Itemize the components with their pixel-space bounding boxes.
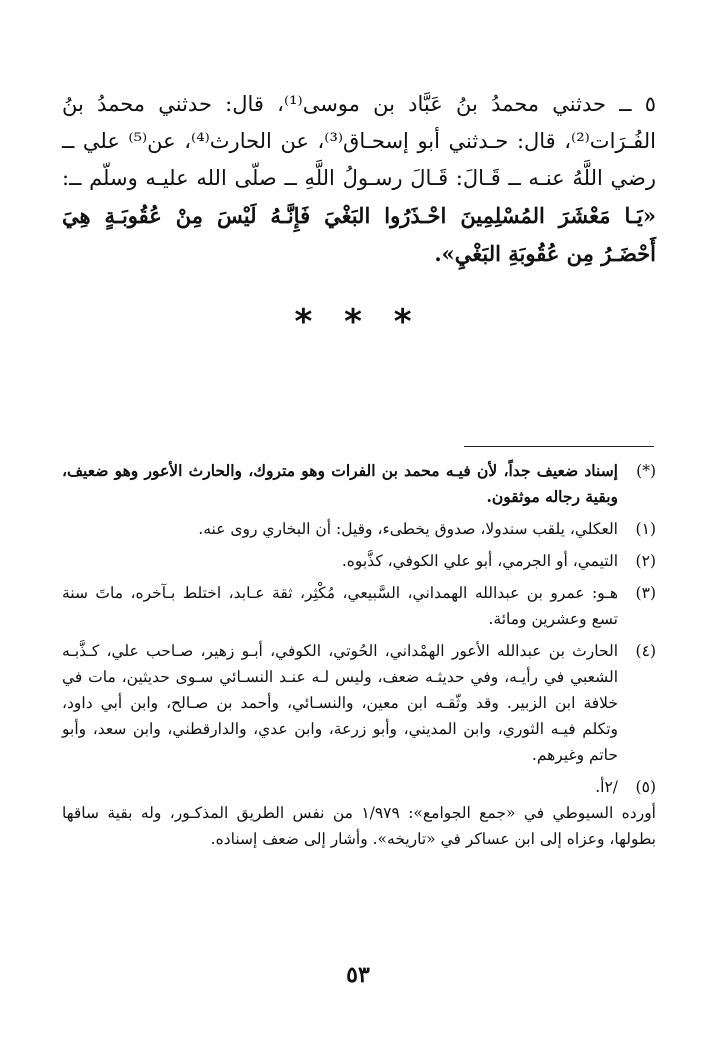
footnote-continuation [62, 800, 656, 852]
footnote-number: (٢) [635, 552, 656, 570]
footnote-text: هـو: عمرو بن عبدالله الهمداني، السَّبيعي، مُكْثِر، ثقة عـابد، اختلط بـآخره، ماتَ سنة تسع وعشرين ومائة. [62, 584, 618, 628]
footnotes [62, 458, 656, 858]
footnote [62, 458, 656, 510]
footnote-text [62, 774, 618, 800]
hadith-matn: «يَـا مَعْشَرَ المُسْلِمِينَ احْـذَرُوا البَغْيَ فَإِنَّـهُ لَيْسَ مِنْ عُقُوبَـةٍ هِيَ أَحْضَـرُ مِن عُقُوبَةِ البَغْيِ». [62, 203, 656, 266]
footnote-number: (١) [635, 520, 656, 538]
footnote [62, 516, 656, 542]
footnote-text: أورده السيوطي في «جمع الجوامع»: ١/٩٧٩ من نفس الطريق المذكـور، وله بقية ساقها بطولها، وعزاه إلى ابن عساكر في «تاريخه». وأشار إلى ضعف إسناده. [62, 804, 656, 848]
footnote-number: (*) [636, 462, 656, 480]
footnote [62, 580, 656, 632]
footnote-number: (٤) [635, 642, 656, 660]
footnote [62, 548, 656, 574]
hadith-paragraph [62, 86, 656, 273]
footnote-text: التيمي، أو الجرمي، أبو علي الكوفي، كذَّبوه. [341, 552, 618, 570]
footnote [62, 774, 656, 800]
page-number: ٥٣ [346, 962, 370, 988]
footnote-text: العكلي، يلقب سندولا، صدوق يخطىء، وقيل: أن البخاري روى عنه. [198, 520, 618, 538]
footnote-text: إسناد ضعيف جداً، لأن فيـه محمد بن الفرات وهو متروك، والحارث الأعور وهو ضعيف، وبقية رجاله موثقون. [62, 461, 618, 506]
hadith-section [62, 86, 656, 273]
footnote [62, 638, 656, 768]
footnote-ref: /٢أ. [595, 778, 618, 796]
footnote-divider [464, 446, 654, 447]
section-separator: * * * [294, 302, 422, 342]
footnote-number: (٥) [635, 778, 656, 796]
footnote-text: الحارث بن عبدالله الأعور الهمْداني، الحُوتي، الكوفي، أبـو زهير، صـاحب علي، كـذَّبـه الشعبي في رأيـه، وفي حديثـه ضعف، وليس لـه عنـد النسـائي سـوى حديثين، مات في خلافة ابن الزبير. وقد وثّقـه ابن معين، والنسـائي، وأحمد بن صـالح، وابن أبي داود، وتكلم فيـه الثوري، وابن المديني، وأبو زرعة، وابن عدي، والدارقطني، وابن سعد، وأبو حاتم وغيرهم. [62, 642, 618, 764]
footnote-number: (٣) [635, 584, 656, 602]
isnad-text: ٥ ــ حدثني محمدُ بنُ عَبَّاد بن موسى⁽¹⁾، قال: حدثني محمدُ بنُ الفُـرَات⁽²⁾، قال: حـدثني أبو إسحـاق⁽³⁾، عن الحارث⁽⁴⁾، عن⁽⁵⁾ علي ــ رضي اللَّهُ عنـه ــ قَـالَ: قَـالَ رسـولُ اللَّهِ ــ صلّى الله عليـه وسلّم ــ: [62, 92, 656, 190]
